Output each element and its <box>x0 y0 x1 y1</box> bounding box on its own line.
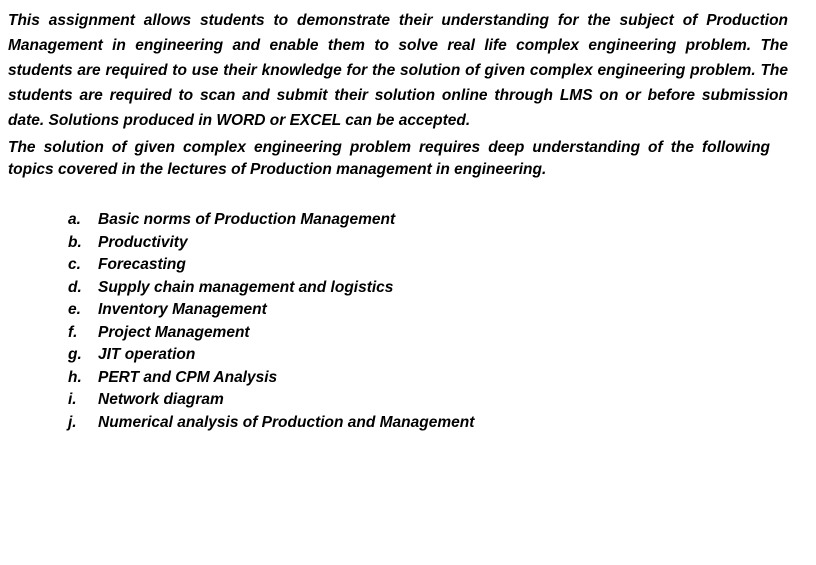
list-item <box>68 279 788 302</box>
list-marker: d. <box>68 278 82 296</box>
list-marker: e. <box>68 301 81 318</box>
topic-label: Forecasting <box>98 256 186 273</box>
topic-label: PERT and CPM Analysis <box>98 368 278 386</box>
list-item <box>68 324 788 347</box>
list-marker: f. <box>68 323 78 341</box>
topic-label: Basic norms of Production Management <box>98 211 396 228</box>
list-item <box>68 301 788 324</box>
topic-label: JIT operation <box>98 346 196 363</box>
list-marker: b. <box>68 233 82 251</box>
list-item <box>68 369 788 392</box>
topic-label: Numerical analysis of Production and Management <box>98 413 475 431</box>
list-marker: j. <box>68 413 77 431</box>
intro-paragraph: This assignment allows students to demonstrate their understanding for the subject of Production Management in engineering and enable them to solve real life complex engineering problem. The students are required to use their knowledge for the solution of given complex engineering problem. The students are required to scan and submit their solution online through LMS on or before submission date. Solutions produced in WORD or EXCEL can be accepted. <box>8 12 788 129</box>
topic-label: Network diagram <box>98 391 224 408</box>
topic-label: Project Management <box>98 323 250 341</box>
list-item <box>68 391 788 414</box>
topic-label: Productivity <box>98 233 188 251</box>
topic-label: Supply chain management and logistics <box>98 278 394 296</box>
topic-label: Inventory Management <box>98 301 267 318</box>
list-item <box>68 256 788 279</box>
list-marker: i. <box>68 391 77 408</box>
list-item <box>68 211 788 234</box>
list-item <box>68 234 788 257</box>
list-marker: g. <box>68 346 82 363</box>
topic-list <box>8 211 788 436</box>
list-marker: h. <box>68 368 82 386</box>
requirements-paragraph: The solution of given complex engineering problem requires deep understanding of the following topics covered in the lectures of Production management in engineering. <box>8 139 770 178</box>
list-item <box>68 346 788 369</box>
list-marker: a. <box>68 211 81 228</box>
list-marker: c. <box>68 256 81 273</box>
list-item <box>68 414 788 437</box>
